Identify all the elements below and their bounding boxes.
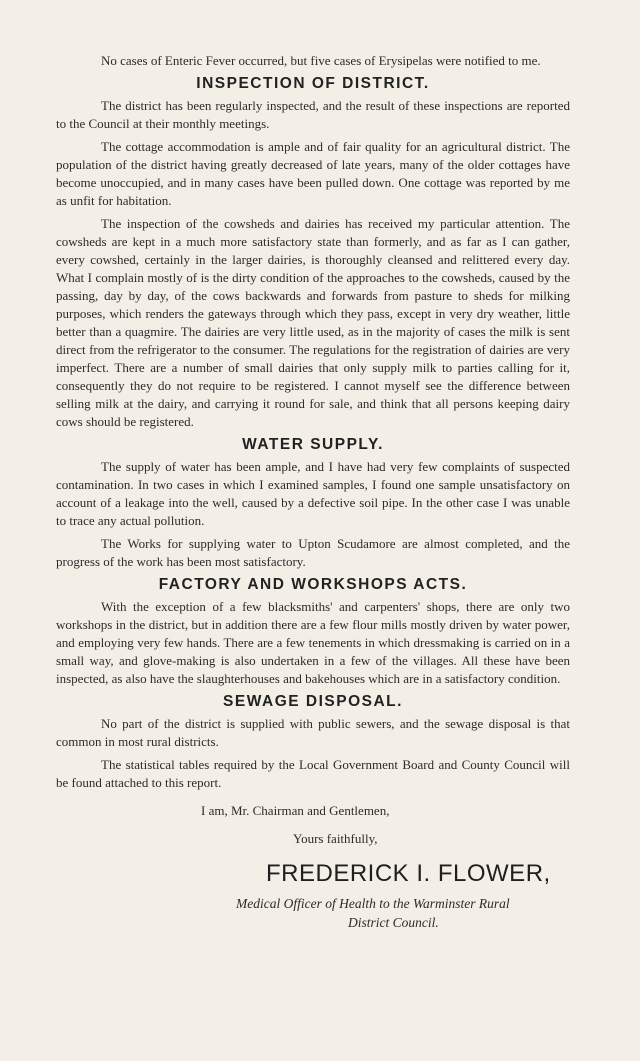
heading-water-supply: WATER SUPPLY. bbox=[242, 436, 384, 453]
heading-inspection: INSPECTION OF DISTRICT. bbox=[196, 75, 430, 92]
heading-factory: FACTORY AND WORKSHOPS ACTS. bbox=[158, 576, 468, 593]
paragraph-sewage-1: No part of the district is supplied with public sewers, and the sewage disposal is that common in most rural districts. bbox=[56, 716, 570, 749]
paragraph-inspection-3: The inspection of the cowsheds and dairies has received my particular attention. The cowsheds are kept in a much more satisfactory state than formerly, and as far as I can gather, every cowshed, certainly in the larger dairies, is thoroughly cleansed and relittered every day. What I complain mostly of is the dirty condition of the approaches to the cowsheds, caused by the passing, day by day, of the cows backwards and forwards from pasture to sheds for milking purposes, which renders the gateways through which they pass, except in very dry weather, little better than a quagmire. The dairies are very little used, as in the majority of cases the milk is sent direct from the refrigerator to the consumer. The regulations for the registration of dairies are very imperfect. There are a number of small dairies that only supply milk to parties calling for it, consequently they do not require to be registered. I cannot myself see the difference between selling milk at the dairy, and carrying it round for sale, and think that all persons keeping dairy cows should be registered. bbox=[56, 216, 570, 429]
paragraph-enteric: No cases of Enteric Fever occurred, but five cases of Erysipelas were notified to me. bbox=[101, 53, 541, 68]
paragraph-inspection-1: The district has been regularly inspected, and the result of these inspections are reported to the Council at their monthly meetings. bbox=[56, 98, 570, 131]
signature-name: FREDERICK I. FLOWER, bbox=[266, 860, 551, 887]
paragraph-inspection-2: The cottage accommodation is ample and of fair quality for an agricultural district. The population of the district having greatly decreased of late years, many of the older cottages have become unoccupied, and in many cases have been pulled down. One cottage was reported by me as unfit for habitation. bbox=[56, 139, 570, 208]
signatory-title-line-2: District Council. bbox=[348, 915, 439, 930]
salutation: I am, Mr. Chairman and Gentlemen, bbox=[201, 803, 390, 818]
paragraph-water-1: The supply of water has been ample, and I have had very few complaints of suspected contamination. In two cases in which I examined samples, I found one sample unsatisfactory on account of a leakage into the well, caused by a defective soil pipe. In the other case I was unable to trace any actual pollution. bbox=[56, 459, 570, 528]
valediction: Yours faithfully, bbox=[293, 831, 378, 846]
paragraph-water-2: The Works for supplying water to Upton Scudamore are almost completed, and the progress of the work has been most satisfactory. bbox=[56, 536, 570, 569]
paragraph-factory-1: With the exception of a few blacksmiths' and carpenters' shops, there are only two workshops in the district, but in addition there are a few flour mills mostly driven by water power, and employing very few hands. There are a few tenements in which dressmaking is carried on in a small way, and glove-making is also undertaken in a few of the villages. All these have been inspected, as also have the slaughterhouses and bakehouses which are in a satisfactory condition. bbox=[56, 599, 570, 686]
heading-sewage: SEWAGE DISPOSAL. bbox=[223, 693, 403, 710]
paragraph-sewage-2: The statistical tables required by the Local Government Board and County Council will be found attached to this report. bbox=[56, 757, 570, 790]
signatory-title-line-1: Medical Officer of Health to the Warminster Rural bbox=[236, 896, 510, 911]
